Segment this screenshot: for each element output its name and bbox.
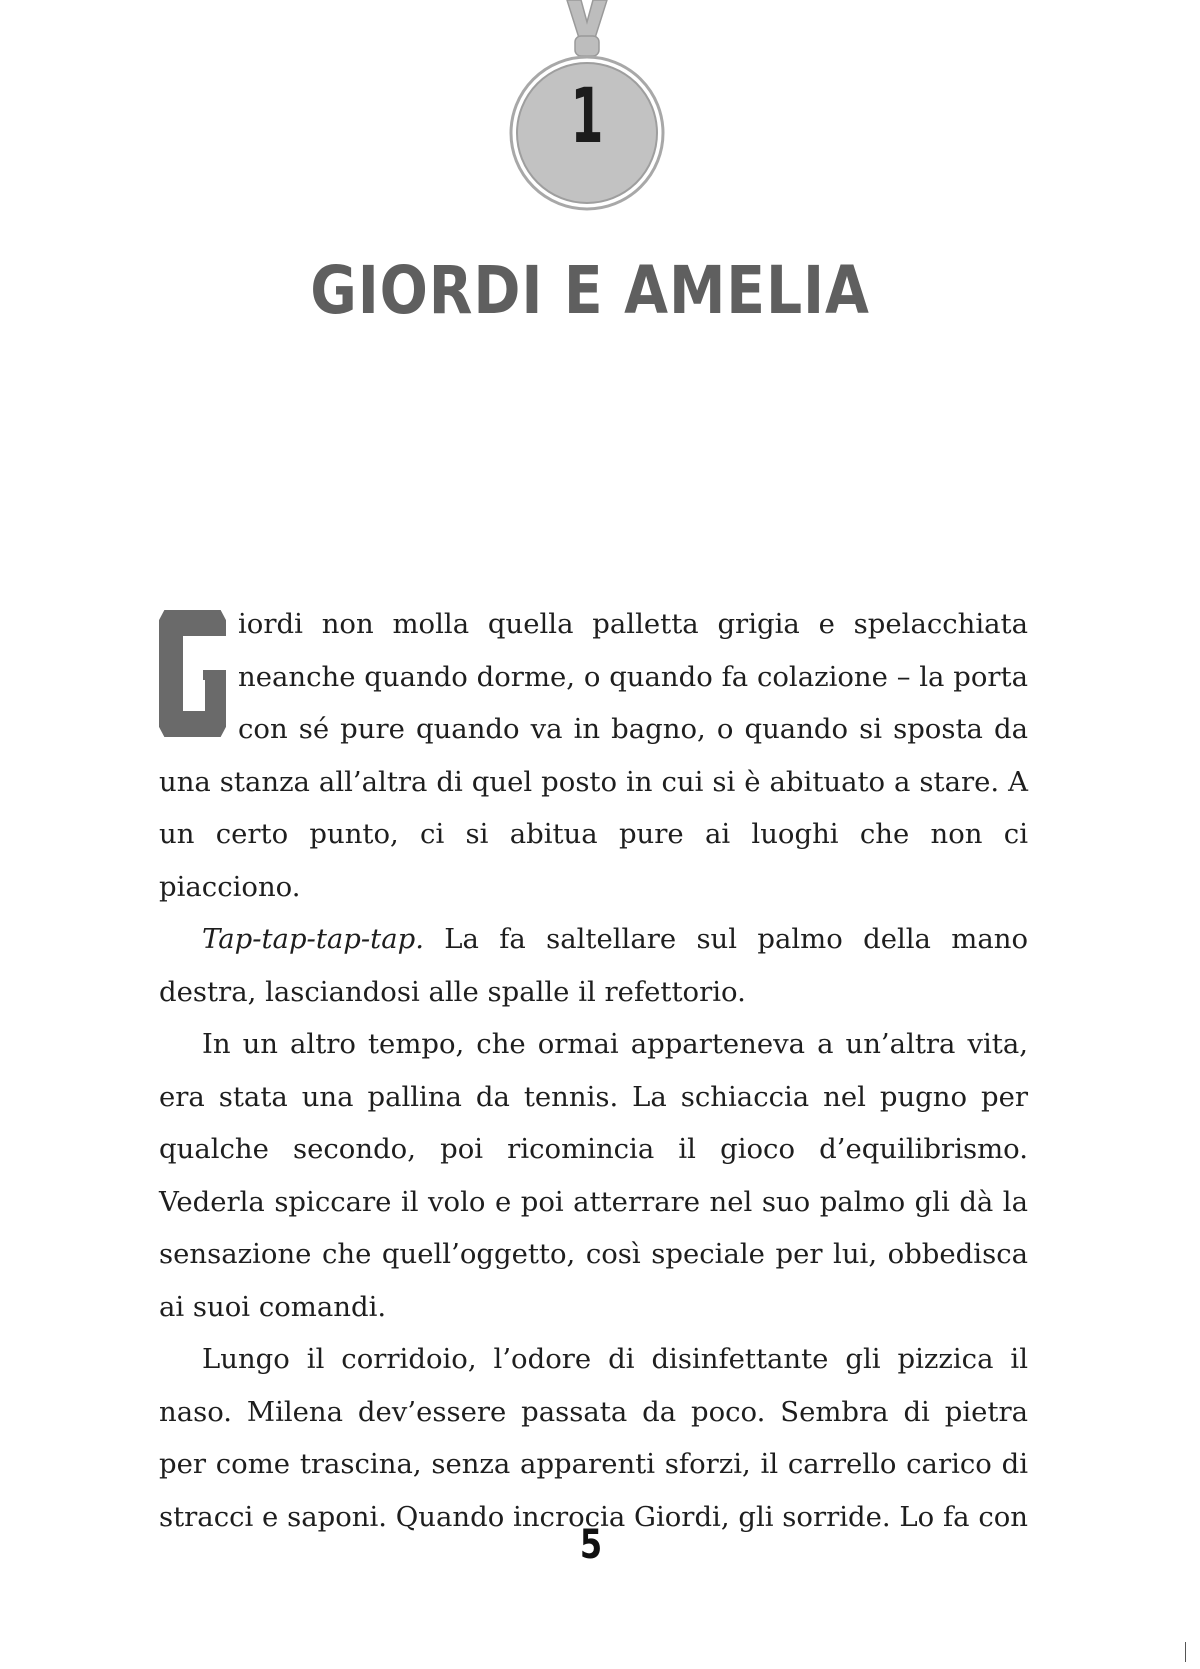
chapter-title: GIORDI E AMELIA [310,252,870,329]
body-text [159,598,1028,1543]
onomatopoeia: Tap-tap-tap-tap. [202,923,424,955]
page-number: 5 [579,1522,603,1568]
paragraph-2 [159,913,1028,1018]
crop-mark [1185,1642,1186,1662]
paragraph-1-text: iordi non molla quella palletta grigia e spelacchiata neanche quando dorme, o quando fa colazione – la porta con sé pure quando va in bagno, o quando si sposta da una stanza all’altra di quel posto in cui si è abituato a stare. A un certo punto, ci si abitua pure ai luoghi che non ci piacciono. [159,608,1028,903]
paragraph-1 [159,598,1028,913]
paragraph-3: In un altro tempo, che ormai apparteneva a un’altra vita, era stata una pallina da tennis. La schiaccia nel pugno per qualche secondo, poi ricomincia il gioco d’equilibrismo. Vederla spiccare il volo e poi atterrare nel suo palmo gli dà la sensazione che quell’oggetto, così speciale per lui, obbedisca ai suoi comandi. [159,1028,1028,1323]
chapter-medal [507,0,667,215]
paragraph-4: Lungo il corridoio, l’odore di disinfettante gli pizzica il naso. Milena dev’essere passata da poco. Sembra di pietra per come trascina, senza apparenti sforzi, il carrello carico di stracci e saponi. Quando incrocia Giordi, gli sorride. Lo fa con [159,1343,1028,1533]
paragraph-2-text: La fa saltellare sul palmo della mano destra, lasciandosi alle spalle il refettorio. [159,923,1028,1008]
chapter-number: 1 [570,71,604,160]
drop-cap [159,610,226,737]
